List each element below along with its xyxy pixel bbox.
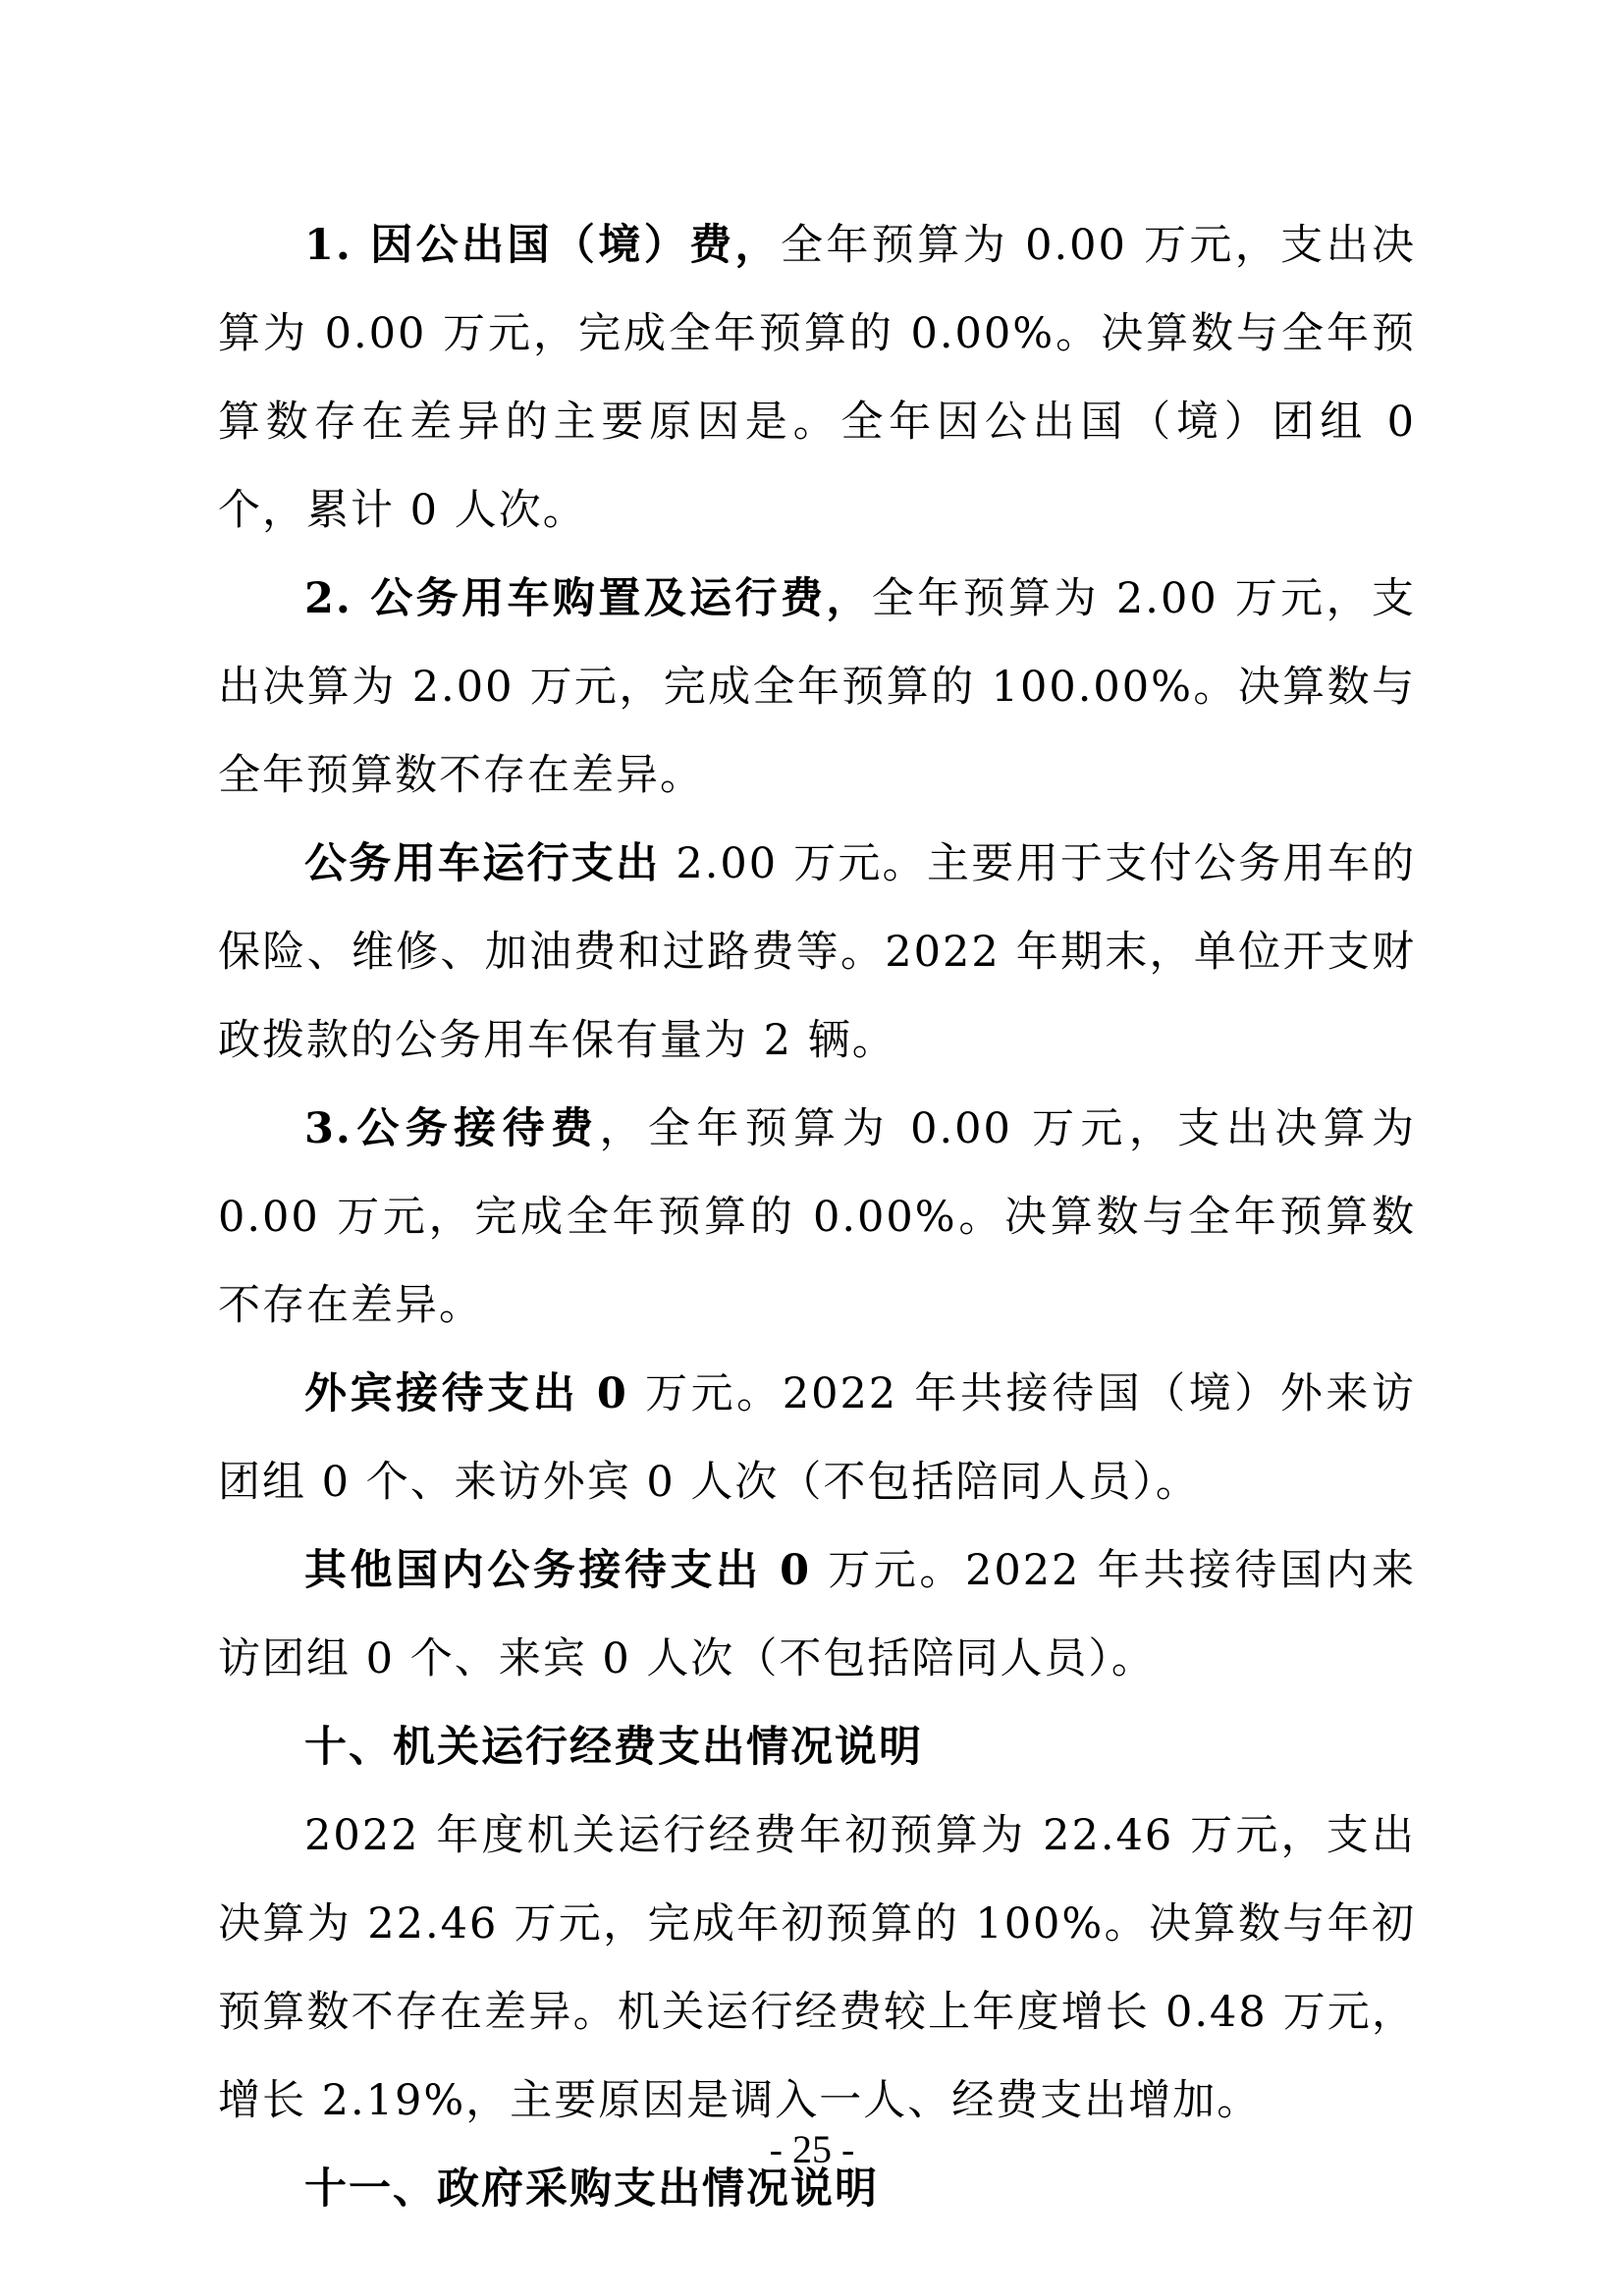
paragraph-lead-outbound-travel: 1. 因公出国（境）费， — [304, 221, 781, 270]
section-heading-procurement: 十一、政府采购支出情况说明 — [304, 2164, 879, 2214]
paragraph-text-foreign-guests: 万元。2022 年共接待国（境）外来访团组 0 个、来访外宾 0 人次（不包括陪同人员）。 — [218, 1369, 1416, 1507]
paragraph-text-vehicle-operation: 2.00 万元。主要用于支付公务用车的保险、维修、加油费和过路费等。2022 年期末，单位开支财政拨款的公务用车保有量为 2 辆。 — [218, 839, 1416, 1065]
paragraph-lead-reception-costs: 3.公务接待费 — [304, 1104, 600, 1153]
paragraph-reception-costs — [218, 1085, 1416, 1350]
paragraph-lead-vehicle-costs: 2. 公务用车购置及运行费， — [304, 574, 872, 623]
paragraph-text-reception-costs: ，全年预算为 0.00 万元，支出决算为 0.00 万元，完成全年预算的 0.00%。决算数与全年预算数不存在差异。 — [218, 1104, 1416, 1330]
paragraph-domestic-reception — [218, 1526, 1416, 1703]
paragraph-text-outbound-travel: 全年预算为 0.00 万元，支出决算为 0.00 万元，完成全年预算的 0.00%。决算数与全年预算数存在差异的主要原因是。全年因公出国（境）团组 0 个，累计 0 人次。 — [218, 221, 1416, 535]
paragraph-text-vehicle-costs: 全年预算为 2.00 万元，支出决算为 2.00 万元，完成全年预算的 100.00%。决算数与全年预算数不存在差异。 — [218, 574, 1416, 800]
document-body — [218, 201, 1416, 2233]
paragraph-text-domestic-reception: 万元。2022 年共接待国内来访团组 0 个、来宾 0 人次（不包括陪同人员）。 — [218, 1546, 1416, 1683]
paragraph-lead-vehicle-operation: 公务用车运行支出 — [304, 839, 661, 888]
paragraph-vehicle-operation — [218, 820, 1416, 1085]
paragraph-lead-domestic-reception: 其他国内公务接待支出 0 — [304, 1546, 812, 1595]
paragraph-foreign-guests — [218, 1350, 1416, 1526]
paragraph-outbound-travel — [218, 201, 1416, 555]
page-number: - 25 - — [769, 2127, 855, 2171]
paragraph-lead-foreign-guests: 外宾接待支出 0 — [304, 1369, 628, 1418]
section-heading-operating-expenses: 十、机关运行经费支出情况说明 — [304, 1723, 923, 1772]
paragraph-operating-expenses: 2022 年度机关运行经费年初预算为 22.46 万元，支出决算为 22.46 万元，完成年初预算的 100%。决算数与年初预算数不存在差异。机关运行经费较上年度增长 0.48 万元，增长 2.19%，主要原因是调入一人、经费支出增加。 — [218, 1811, 1416, 2125]
paragraph-vehicle-costs — [218, 555, 1416, 820]
